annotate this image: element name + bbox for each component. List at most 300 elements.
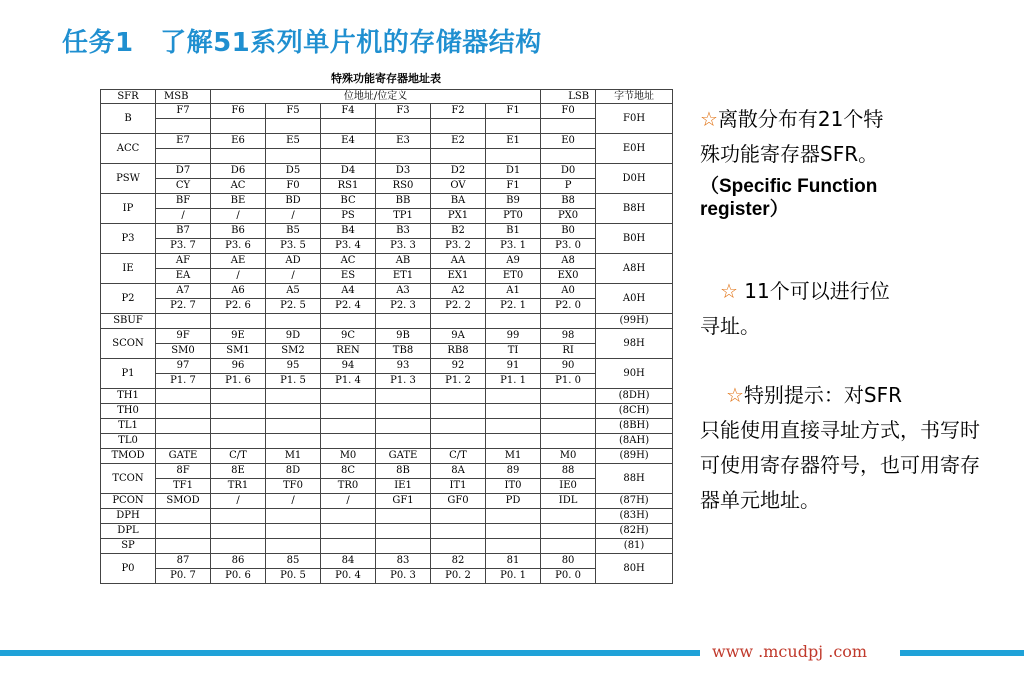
bit-address-cell: 95: [266, 359, 321, 374]
bit-definition-cell: P1. 7: [156, 374, 211, 389]
bit-definition-cell: P2. 6: [211, 299, 266, 314]
byte-address-cell: (87H): [596, 494, 673, 509]
bit-definition-cell: P3. 0: [541, 239, 596, 254]
bit-address-cell: 88: [541, 464, 596, 479]
register-name: SP: [101, 539, 156, 554]
bit-definition-cell: [486, 539, 541, 554]
bit-definition-cell: [321, 539, 376, 554]
bit-definition-cell: [541, 389, 596, 404]
bit-definition-cell: [431, 509, 486, 524]
bit-address-cell: E3: [376, 134, 431, 149]
header-sfr: SFR: [101, 90, 156, 104]
star-icon: ☆: [726, 383, 744, 407]
bit-definition-cell: [431, 404, 486, 419]
bit-address-cell: B7: [156, 224, 211, 239]
bit-definition-cell: P0. 4: [321, 569, 376, 584]
bit-address-cell: F7: [156, 104, 211, 119]
register-name: SCON: [101, 329, 156, 359]
bit-definition-cell: M1: [266, 449, 321, 464]
bit-definition-cell: PT0: [486, 209, 541, 224]
bit-definition-cell: [376, 119, 431, 134]
bit-address-cell: A9: [486, 254, 541, 269]
bit-definition-cell: TI: [486, 344, 541, 359]
bit-definition-cell: GATE: [156, 449, 211, 464]
bit-address-cell: 93: [376, 359, 431, 374]
bit-address-cell: D6: [211, 164, 266, 179]
bit-definition-cell: [211, 524, 266, 539]
note1-line2: 殊功能寄存器SFR。: [700, 142, 879, 166]
bit-definition-cell: [211, 119, 266, 134]
bit-definition-cell: /: [266, 494, 321, 509]
register-name: PSW: [101, 164, 156, 194]
bit-definition-cell: GF1: [376, 494, 431, 509]
bit-definition-cell: P2. 0: [541, 299, 596, 314]
bit-address-cell: BD: [266, 194, 321, 209]
bit-definition-cell: [541, 509, 596, 524]
bit-definition-cell: PS: [321, 209, 376, 224]
bit-definition-cell: [321, 509, 376, 524]
table-row: [101, 509, 673, 524]
byte-address-cell: A8H: [596, 254, 673, 284]
bit-definition-cell: [211, 539, 266, 554]
bit-definition-cell: [431, 389, 486, 404]
bit-address-cell: A0: [541, 284, 596, 299]
byte-address-cell: 98H: [596, 329, 673, 359]
table-row: [101, 524, 673, 539]
bit-definition-cell: OV: [431, 179, 486, 194]
bit-address-cell: 9D: [266, 329, 321, 344]
bit-definition-cell: [266, 314, 321, 329]
bit-address-cell: A6: [211, 284, 266, 299]
register-name: TH1: [101, 389, 156, 404]
bit-address-cell: 98: [541, 329, 596, 344]
bit-definition-cell: [376, 539, 431, 554]
bit-address-cell: E7: [156, 134, 211, 149]
bit-definition-cell: P1. 4: [321, 374, 376, 389]
bit-definition-cell: [321, 434, 376, 449]
bit-definition-cell: [541, 419, 596, 434]
bit-definition-cell: [266, 434, 321, 449]
bit-definition-cell: P3. 5: [266, 239, 321, 254]
bit-definition-cell: /: [211, 209, 266, 224]
bit-definition-cell: ET0: [486, 269, 541, 284]
bit-address-cell: BB: [376, 194, 431, 209]
bit-definition-cell: [211, 434, 266, 449]
bit-definition-cell: C/T: [431, 449, 486, 464]
note2-line2: 寻址。: [700, 314, 760, 338]
bit-definition-cell: [541, 314, 596, 329]
bit-definition-cell: [431, 314, 486, 329]
bit-address-cell: 99: [486, 329, 541, 344]
bit-definition-cell: [266, 119, 321, 134]
bit-definition-cell: [156, 389, 211, 404]
bit-address-cell: A4: [321, 284, 376, 299]
table-row: [101, 419, 673, 434]
note3-first: 特别提示：对SFR: [743, 383, 903, 407]
bit-address-cell: AA: [431, 254, 486, 269]
table-row: [101, 404, 673, 419]
bit-address-cell: E1: [486, 134, 541, 149]
bit-definition-cell: F0: [266, 179, 321, 194]
bit-address-cell: 9F: [156, 329, 211, 344]
bit-address-cell: 81: [486, 554, 541, 569]
bit-definition-cell: [431, 119, 486, 134]
register-name: TMOD: [101, 449, 156, 464]
bit-address-cell: 92: [431, 359, 486, 374]
note3-rest: 只能使用直接寻址方式，书写时可使用寄存器符号，也可用寄存器单元地址。: [700, 418, 980, 512]
bit-definition-cell: [376, 314, 431, 329]
byte-address-cell: (8AH): [596, 434, 673, 449]
byte-address-cell: (82H): [596, 524, 673, 539]
bit-address-cell: 9B: [376, 329, 431, 344]
bit-definition-cell: [431, 524, 486, 539]
bit-definition-cell: [376, 419, 431, 434]
bit-address-cell: D5: [266, 164, 321, 179]
note1-line3: （Specific Function: [700, 176, 878, 197]
bit-definition-cell: [156, 314, 211, 329]
byte-address-cell: 90H: [596, 359, 673, 389]
bit-definition-cell: P1. 1: [486, 374, 541, 389]
bit-definition-cell: /: [266, 269, 321, 284]
bit-definition-cell: TR1: [211, 479, 266, 494]
bit-address-cell: AD: [266, 254, 321, 269]
bit-definition-cell: [266, 149, 321, 164]
table-row: [101, 494, 673, 509]
bit-definition-cell: P1. 5: [266, 374, 321, 389]
bit-definition-cell: [486, 389, 541, 404]
bit-definition-cell: [156, 524, 211, 539]
table-row: [101, 284, 673, 299]
bit-definition-cell: SM1: [211, 344, 266, 359]
bit-address-cell: 8D: [266, 464, 321, 479]
bit-address-cell: E0: [541, 134, 596, 149]
bit-address-cell: B1: [486, 224, 541, 239]
bit-definition-cell: [376, 389, 431, 404]
bit-definition-cell: [156, 539, 211, 554]
bit-definition-cell: P0. 2: [431, 569, 486, 584]
bit-definition-cell: P1. 3: [376, 374, 431, 389]
bit-address-cell: F3: [376, 104, 431, 119]
byte-address-cell: (8CH): [596, 404, 673, 419]
bit-definition-cell: P3. 2: [431, 239, 486, 254]
table-row: [101, 194, 673, 209]
bit-definition-cell: TP1: [376, 209, 431, 224]
footer-bar-right: [900, 650, 1024, 656]
bit-address-cell: B2: [431, 224, 486, 239]
register-name: P2: [101, 284, 156, 314]
bit-definition-cell: P3. 3: [376, 239, 431, 254]
note-special-tip: [700, 378, 998, 518]
table-row: [101, 314, 673, 329]
bit-definition-cell: IE1: [376, 479, 431, 494]
table-row: [101, 209, 673, 224]
table-row: [101, 569, 673, 584]
bit-address-cell: AB: [376, 254, 431, 269]
bit-definition-cell: [321, 419, 376, 434]
bit-definition-cell: [486, 419, 541, 434]
bit-definition-cell: [211, 149, 266, 164]
byte-address-cell: (8BH): [596, 419, 673, 434]
bit-definition-cell: P0. 1: [486, 569, 541, 584]
bit-definition-cell: [486, 149, 541, 164]
bit-definition-cell: P2. 4: [321, 299, 376, 314]
bit-definition-cell: P2. 2: [431, 299, 486, 314]
bit-definition-cell: [376, 524, 431, 539]
table-row: [101, 434, 673, 449]
bit-address-cell: B8: [541, 194, 596, 209]
bit-definition-cell: [211, 509, 266, 524]
bit-address-cell: 84: [321, 554, 376, 569]
bit-address-cell: F0: [541, 104, 596, 119]
table-row: [101, 239, 673, 254]
bit-address-cell: A1: [486, 284, 541, 299]
bit-definition-cell: IT1: [431, 479, 486, 494]
bit-address-cell: A2: [431, 284, 486, 299]
bit-address-cell: B4: [321, 224, 376, 239]
note-bit-addressable: [700, 274, 1000, 344]
star-icon: ☆: [700, 107, 718, 131]
sfr-address-table: [100, 89, 673, 584]
bit-definition-cell: [266, 509, 321, 524]
footer-bar-left: [0, 650, 700, 656]
register-name: P0: [101, 554, 156, 584]
bit-definition-cell: [541, 404, 596, 419]
byte-address-cell: (83H): [596, 509, 673, 524]
bit-address-cell: BA: [431, 194, 486, 209]
bit-definition-cell: C/T: [211, 449, 266, 464]
table-row: [101, 464, 673, 479]
bit-definition-cell: M0: [321, 449, 376, 464]
bit-definition-cell: [266, 404, 321, 419]
bit-definition-cell: P2. 7: [156, 299, 211, 314]
bit-definition-cell: [321, 119, 376, 134]
table-row: [101, 479, 673, 494]
bit-definition-cell: [431, 149, 486, 164]
bit-definition-cell: RI: [541, 344, 596, 359]
table-caption: 特殊功能寄存器地址表: [331, 72, 441, 85]
register-name: TL1: [101, 419, 156, 434]
bit-definition-cell: REN: [321, 344, 376, 359]
byte-address-cell: (8DH): [596, 389, 673, 404]
bit-address-cell: 9E: [211, 329, 266, 344]
table-row: [101, 449, 673, 464]
byte-address-cell: 80H: [596, 554, 673, 584]
bit-definition-cell: /: [266, 209, 321, 224]
table-row: [101, 389, 673, 404]
bit-definition-cell: ES: [321, 269, 376, 284]
note1-line4: register）: [700, 199, 789, 220]
bit-definition-cell: [156, 404, 211, 419]
bit-definition-cell: IT0: [486, 479, 541, 494]
byte-address-cell: 88H: [596, 464, 673, 494]
bit-address-cell: BC: [321, 194, 376, 209]
byte-address-cell: (99H): [596, 314, 673, 329]
bit-definition-cell: GF0: [431, 494, 486, 509]
bit-definition-cell: [211, 404, 266, 419]
bit-address-cell: 9C: [321, 329, 376, 344]
bit-definition-cell: P3. 1: [486, 239, 541, 254]
bit-definition-cell: [486, 404, 541, 419]
bit-address-cell: D0: [541, 164, 596, 179]
bit-address-cell: 86: [211, 554, 266, 569]
bit-address-cell: 83: [376, 554, 431, 569]
byte-address-cell: D0H: [596, 164, 673, 194]
bit-definition-cell: P2. 1: [486, 299, 541, 314]
bit-definition-cell: [486, 434, 541, 449]
bit-address-cell: 89: [486, 464, 541, 479]
bit-address-cell: 9A: [431, 329, 486, 344]
table-row: [101, 344, 673, 359]
bit-definition-cell: [431, 434, 486, 449]
bit-address-cell: 8B: [376, 464, 431, 479]
bit-definition-cell: [321, 404, 376, 419]
bit-definition-cell: [486, 119, 541, 134]
bit-definition-cell: /: [211, 269, 266, 284]
bit-definition-cell: [156, 509, 211, 524]
bit-address-cell: F5: [266, 104, 321, 119]
bit-definition-cell: /: [156, 209, 211, 224]
note1-line1: 离散分布有21个特: [717, 107, 884, 131]
table-row: [101, 134, 673, 149]
header-lsb: LSB: [541, 90, 596, 104]
register-name: TL0: [101, 434, 156, 449]
bit-definition-cell: P: [541, 179, 596, 194]
bit-address-cell: B5: [266, 224, 321, 239]
bit-address-cell: BE: [211, 194, 266, 209]
bit-definition-cell: P1. 2: [431, 374, 486, 389]
bit-address-cell: 94: [321, 359, 376, 374]
byte-address-cell: (81): [596, 539, 673, 554]
bit-definition-cell: [211, 419, 266, 434]
bit-address-cell: A7: [156, 284, 211, 299]
bit-definition-cell: P3. 4: [321, 239, 376, 254]
bit-definition-cell: AC: [211, 179, 266, 194]
bit-address-cell: 82: [431, 554, 486, 569]
star-icon: ☆: [720, 279, 738, 303]
table-row: [101, 359, 673, 374]
bit-definition-cell: F1: [486, 179, 541, 194]
bit-definition-cell: P0. 0: [541, 569, 596, 584]
bit-definition-cell: [321, 389, 376, 404]
bit-address-cell: AC: [321, 254, 376, 269]
register-name: PCON: [101, 494, 156, 509]
bit-definition-cell: [431, 419, 486, 434]
bit-definition-cell: IE0: [541, 479, 596, 494]
register-name: TH0: [101, 404, 156, 419]
bit-definition-cell: SM0: [156, 344, 211, 359]
bit-definition-cell: P2. 5: [266, 299, 321, 314]
byte-address-cell: (89H): [596, 449, 673, 464]
bit-definition-cell: [321, 149, 376, 164]
bit-address-cell: AE: [211, 254, 266, 269]
bit-definition-cell: P0. 5: [266, 569, 321, 584]
bit-address-cell: D2: [431, 164, 486, 179]
bit-address-cell: E2: [431, 134, 486, 149]
bit-address-cell: B9: [486, 194, 541, 209]
bit-address-cell: D1: [486, 164, 541, 179]
bit-definition-cell: P0. 3: [376, 569, 431, 584]
byte-address-cell: A0H: [596, 284, 673, 314]
bit-definition-cell: RS1: [321, 179, 376, 194]
bit-address-cell: D4: [321, 164, 376, 179]
bit-definition-cell: [266, 539, 321, 554]
register-name: P1: [101, 359, 156, 389]
bit-definition-cell: [211, 314, 266, 329]
bit-definition-cell: IDL: [541, 494, 596, 509]
bit-address-cell: F2: [431, 104, 486, 119]
bit-definition-cell: [156, 149, 211, 164]
bit-definition-cell: [431, 539, 486, 554]
bit-address-cell: F4: [321, 104, 376, 119]
bit-address-cell: E5: [266, 134, 321, 149]
bit-definition-cell: [541, 539, 596, 554]
table-row: [101, 149, 673, 164]
bit-definition-cell: [211, 389, 266, 404]
bit-address-cell: 85: [266, 554, 321, 569]
bit-definition-cell: [376, 149, 431, 164]
bit-definition-cell: /: [321, 494, 376, 509]
bit-definition-cell: [486, 524, 541, 539]
table-row: [101, 119, 673, 134]
bit-address-cell: B0: [541, 224, 596, 239]
bit-address-cell: A3: [376, 284, 431, 299]
bit-definition-cell: [156, 119, 211, 134]
table-row: [101, 299, 673, 314]
bit-definition-cell: TF0: [266, 479, 321, 494]
bit-address-cell: 91: [486, 359, 541, 374]
table-header-row: [101, 90, 673, 104]
bit-definition-cell: [266, 389, 321, 404]
bit-definition-cell: [541, 149, 596, 164]
bit-definition-cell: RS0: [376, 179, 431, 194]
bit-address-cell: A8: [541, 254, 596, 269]
bit-address-cell: F6: [211, 104, 266, 119]
bit-definition-cell: GATE: [376, 449, 431, 464]
bit-definition-cell: [266, 419, 321, 434]
bit-definition-cell: TF1: [156, 479, 211, 494]
note2-line1: 11个可以进行位: [737, 279, 890, 303]
bit-definition-cell: [541, 434, 596, 449]
bit-definition-cell: /: [211, 494, 266, 509]
bit-definition-cell: SM2: [266, 344, 321, 359]
bit-definition-cell: [486, 314, 541, 329]
bit-address-cell: E4: [321, 134, 376, 149]
bit-definition-cell: P0. 6: [211, 569, 266, 584]
header-byte-address: 字节地址: [596, 90, 673, 104]
bit-address-cell: 97: [156, 359, 211, 374]
bit-definition-cell: [321, 314, 376, 329]
bit-definition-cell: [376, 404, 431, 419]
bit-definition-cell: P3. 7: [156, 239, 211, 254]
bit-definition-cell: [156, 419, 211, 434]
table-row: [101, 374, 673, 389]
bit-address-cell: BF: [156, 194, 211, 209]
bit-address-cell: B6: [211, 224, 266, 239]
bit-address-cell: F1: [486, 104, 541, 119]
register-name: B: [101, 104, 156, 134]
bit-definition-cell: PX0: [541, 209, 596, 224]
bit-definition-cell: EX1: [431, 269, 486, 284]
bit-definition-cell: [321, 524, 376, 539]
bit-definition-cell: [541, 119, 596, 134]
table-body: [101, 104, 673, 584]
note-sfr-count: [700, 102, 998, 224]
bit-definition-cell: [156, 434, 211, 449]
bit-definition-cell: M0: [541, 449, 596, 464]
bit-definition-cell: M1: [486, 449, 541, 464]
table-row: [101, 539, 673, 554]
table-row: [101, 104, 673, 119]
